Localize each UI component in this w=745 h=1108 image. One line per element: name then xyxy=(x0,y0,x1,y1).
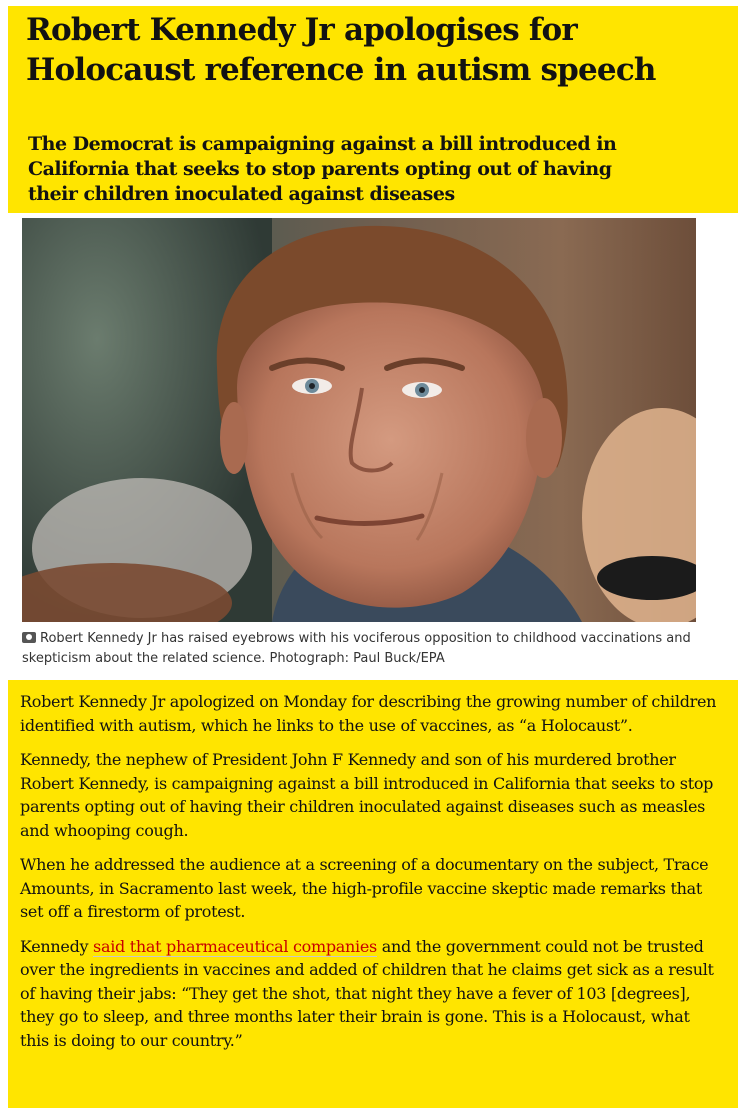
headline-highlight-band xyxy=(8,6,738,213)
article-headline: Robert Kennedy Jr apologises for Holocaust reference in autism speech xyxy=(26,12,656,88)
body-paragraph-4-start: Kennedy xyxy=(20,936,94,956)
pharma-companies-link[interactable]: said that pharmaceutical companies xyxy=(93,936,377,956)
body-paragraph-3: When he addressed the audience at a screening of a documentary on the subject, Trace Amounts, in Sacramento last week, the high-profile vaccine skeptic made remarks that set off a firestorm of protest. xyxy=(20,855,709,921)
camera-icon xyxy=(22,632,36,643)
article-standfirst: The Democrat is campaigning against a bill introduced in California that seeks to stop parents opting out of having their children inoculated against diseases xyxy=(28,133,617,205)
body-paragraph-1: Robert Kennedy Jr apologized on Monday for describing the growing number of children identified with autism, which he links to the use of vaccines, as “a Holocaust”. xyxy=(20,692,717,735)
body-paragraph-4-end: and the government could not be trusted over the ingredients in vaccines and added of children that he claims get sick as a result of having their jabs: “They get the shot, that night they have a fever of 103 [degrees], they go to sleep, and three months later their brain is gone. This is a Holocaust, what this is doing to our country.” xyxy=(20,936,714,1050)
article-body xyxy=(20,690,720,1063)
portrait-illustration xyxy=(22,218,696,622)
photo-caption xyxy=(22,629,712,669)
body-paragraph-4 xyxy=(20,935,720,1053)
photo-caption-text: Robert Kennedy Jr has raised eyebrows with his vociferous opposition to childhood vaccinations and skepticism about the related science. Photograph: Paul Buck/EPA xyxy=(22,631,691,666)
body-paragraph-2: Kennedy, the nephew of President John F Kennedy and son of his murdered brother Robert Kennedy, is campaigning against a bill introduced in California that seeks to stop parents opting out of having their children inoculated against diseases such as measles and whooping cough. xyxy=(20,750,714,840)
article-photo xyxy=(22,218,696,622)
